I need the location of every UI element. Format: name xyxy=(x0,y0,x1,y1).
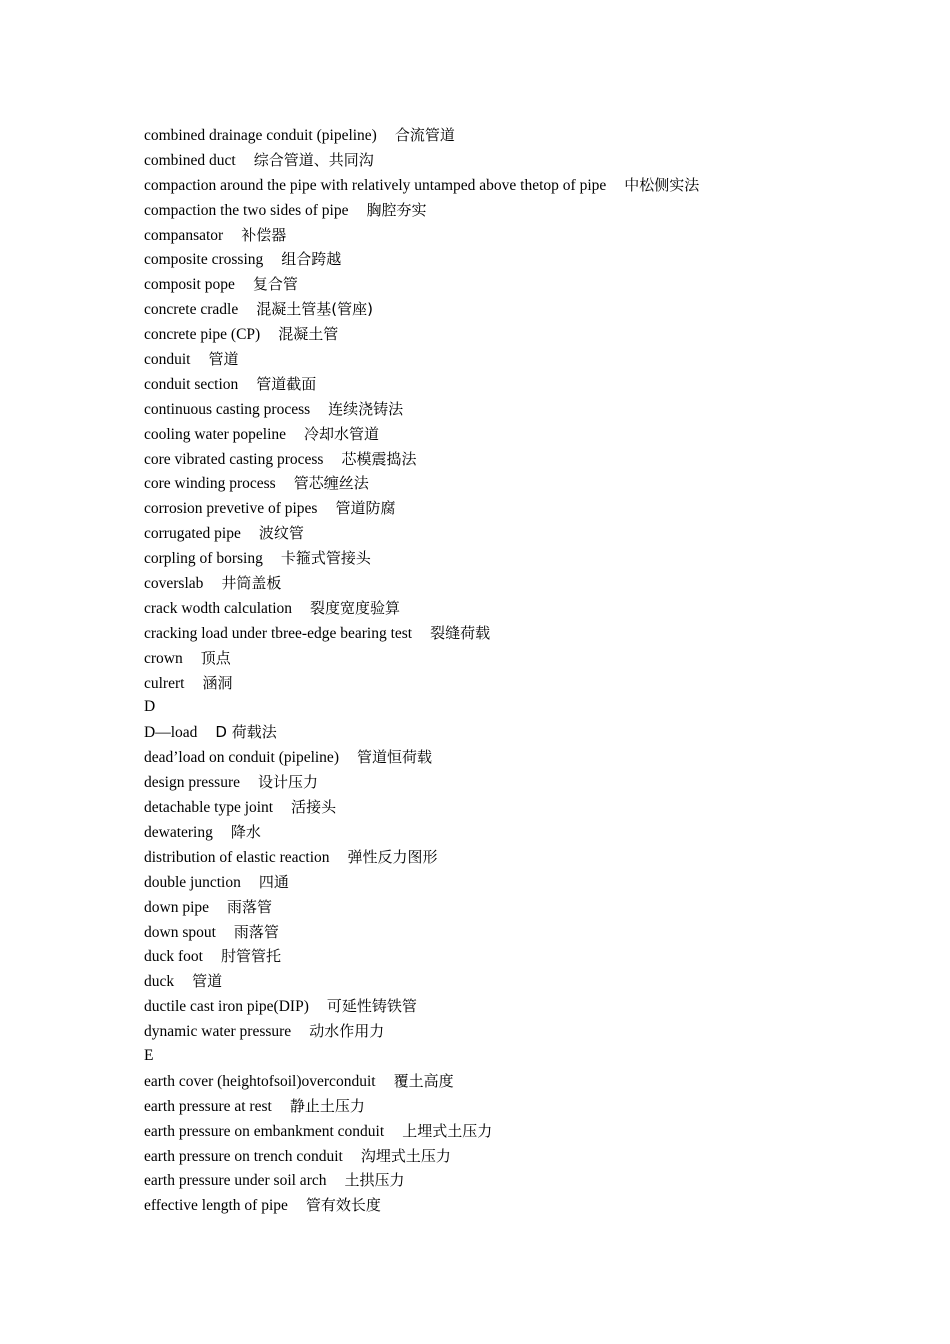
english-term: duck xyxy=(144,973,175,991)
chinese-translation: 混凝土管 xyxy=(278,325,339,344)
english-term: concrete pipe (CP) xyxy=(144,326,261,344)
chinese-translation: 上埋式土压力 xyxy=(402,1121,493,1140)
chinese-translation: 胸腔夯实 xyxy=(366,200,427,219)
glossary-entry xyxy=(144,1193,904,1218)
english-term: core vibrated casting process xyxy=(144,450,324,468)
glossary-entry xyxy=(144,1094,904,1119)
glossary-entry xyxy=(144,770,904,795)
chinese-translation: 动水作用力 xyxy=(309,1022,385,1041)
english-term: double junction xyxy=(144,873,241,891)
english-term: down pipe xyxy=(144,898,210,916)
english-term: cracking load under tbree-edge bearing test xyxy=(144,624,413,642)
chinese-translation: 补偿器 xyxy=(241,225,287,244)
english-term: coverslab xyxy=(144,575,204,593)
chinese-translation: 波纹管 xyxy=(258,524,304,543)
english-term: earth pressure under soil arch xyxy=(144,1172,327,1190)
chinese-translation: 降水 xyxy=(230,822,261,841)
glossary-entry xyxy=(144,870,904,895)
glossary-entry xyxy=(144,1019,904,1044)
chinese-translation: 管芯缠丝法 xyxy=(293,474,369,493)
chinese-translation: 静止土压力 xyxy=(289,1096,365,1115)
chinese-translation: 卡箍式管接头 xyxy=(280,549,371,568)
glossary-entry xyxy=(144,247,904,272)
glossary-entry xyxy=(144,745,904,770)
glossary-entry xyxy=(144,223,904,248)
english-term: ductile cast iron pipe(DIP) xyxy=(144,998,309,1016)
english-term: design pressure xyxy=(144,774,240,792)
glossary-entry xyxy=(144,347,904,372)
english-term: crown xyxy=(144,649,183,667)
chinese-translation: 裂度宽度验算 xyxy=(310,598,401,617)
glossary-entry xyxy=(144,1119,904,1144)
chinese-translation: 四通 xyxy=(258,872,289,891)
glossary-entry xyxy=(144,272,904,297)
chinese-translation: 管道截面 xyxy=(256,374,317,393)
glossary-entry xyxy=(144,994,904,1019)
chinese-translation: 井筒盖板 xyxy=(221,574,282,593)
chinese-translation: 土拱压力 xyxy=(344,1171,405,1190)
chinese-translation: 中松侧实法 xyxy=(624,175,700,194)
english-term: compansator xyxy=(144,226,224,244)
glossary-entry xyxy=(144,571,904,596)
english-term: combined duct xyxy=(144,151,236,169)
glossary-entry xyxy=(144,198,904,223)
english-term: detachable type joint xyxy=(144,799,274,817)
english-term: cooling water popeline xyxy=(144,425,287,443)
chinese-translation: 冷却水管道 xyxy=(304,424,380,443)
glossary-entry xyxy=(144,845,904,870)
english-term: composit pope xyxy=(144,276,235,294)
glossary-entry xyxy=(144,546,904,571)
chinese-translation: 弹性反力图形 xyxy=(347,847,438,866)
english-term: concrete cradle xyxy=(144,301,239,319)
english-term: earth pressure on trench conduit xyxy=(144,1147,343,1165)
glossary-entry xyxy=(144,471,904,496)
glossary-entry xyxy=(144,671,904,696)
chinese-translation: 芯模震捣法 xyxy=(341,449,417,468)
chinese-translation: 雨落管 xyxy=(233,922,279,941)
chinese-translation: 沟埋式土压力 xyxy=(360,1146,451,1165)
chinese-translation: 管道 xyxy=(208,350,239,369)
chinese-translation: 肘管管托 xyxy=(220,947,281,966)
english-term: D—load xyxy=(144,724,198,742)
chinese-translation: D 荷载法 xyxy=(215,723,277,742)
chinese-translation: 合流管道 xyxy=(394,126,455,144)
english-term: compaction around the pipe with relatively untamped above thetop of pipe xyxy=(144,176,607,194)
glossary-entry xyxy=(144,148,904,173)
glossary-entry xyxy=(144,297,904,322)
english-term: dead’load on conduit (pipeline) xyxy=(144,749,339,767)
section-letter-heading: D xyxy=(144,698,156,716)
chinese-translation: 可延性铸铁管 xyxy=(326,997,417,1016)
glossary-entry xyxy=(144,322,904,347)
glossary-entry xyxy=(144,123,904,148)
glossary-entry xyxy=(144,795,904,820)
english-term: combined drainage conduit (pipeline) xyxy=(144,127,377,144)
glossary-entry xyxy=(144,944,904,969)
english-term: conduit section xyxy=(144,375,239,393)
english-term: dynamic water pressure xyxy=(144,1023,292,1041)
english-term: earth cover (heightofsoil)overconduit xyxy=(144,1072,376,1090)
glossary-entry xyxy=(144,1144,904,1169)
glossary-entry xyxy=(144,969,904,994)
chinese-translation: 顶点 xyxy=(200,648,231,667)
glossary-list xyxy=(144,123,904,1218)
glossary-entry xyxy=(144,621,904,646)
chinese-translation: 设计压力 xyxy=(258,773,319,792)
glossary-entry xyxy=(144,1168,904,1193)
glossary-entry xyxy=(144,920,904,945)
english-term: duck foot xyxy=(144,948,203,966)
english-term: compaction the two sides of pipe xyxy=(144,201,349,219)
english-term: earth pressure on embankment conduit xyxy=(144,1122,385,1140)
english-term: conduit xyxy=(144,351,191,369)
chinese-translation: 管道防腐 xyxy=(335,499,396,518)
glossary-entry xyxy=(144,596,904,621)
english-term: distribution of elastic reaction xyxy=(144,848,330,866)
english-term: corrugated pipe xyxy=(144,525,241,543)
english-term: down spout xyxy=(144,923,216,941)
chinese-translation: 复合管 xyxy=(252,275,298,294)
chinese-translation: 综合管道、共同沟 xyxy=(253,150,374,169)
glossary-entry xyxy=(144,1069,904,1094)
chinese-translation: 裂缝荷载 xyxy=(430,623,491,642)
english-term: earth pressure at rest xyxy=(144,1097,272,1115)
glossary-entry xyxy=(144,720,904,745)
english-term: effective length of pipe xyxy=(144,1197,288,1215)
english-term: continuous casting process xyxy=(144,400,311,418)
chinese-translation: 雨落管 xyxy=(227,897,273,916)
chinese-translation: 活接头 xyxy=(291,798,337,817)
glossary-entry xyxy=(144,521,904,546)
english-term: corrosion prevetive of pipes xyxy=(144,500,318,518)
chinese-translation: 管道 xyxy=(192,972,223,991)
glossary-entry xyxy=(144,447,904,472)
glossary-entry xyxy=(144,646,904,671)
chinese-translation: 覆土高度 xyxy=(393,1071,454,1090)
glossary-entry xyxy=(144,397,904,422)
section-letter-heading: E xyxy=(144,1046,154,1064)
english-term: dewatering xyxy=(144,823,213,841)
chinese-translation: 组合跨越 xyxy=(281,250,342,269)
english-term: composite crossing xyxy=(144,251,264,269)
english-term: culrert xyxy=(144,674,185,692)
chinese-translation: 涵洞 xyxy=(202,673,233,692)
chinese-translation: 混凝土管基(管座) xyxy=(256,300,373,319)
glossary-entry xyxy=(144,820,904,845)
english-term: crack wodth calculation xyxy=(144,599,293,617)
glossary-entry xyxy=(144,372,904,397)
english-term: corpling of borsing xyxy=(144,550,263,568)
chinese-translation: 管有效长度 xyxy=(305,1196,381,1215)
glossary-entry xyxy=(144,496,904,521)
glossary-entry xyxy=(144,422,904,447)
glossary-entry xyxy=(144,895,904,920)
chinese-translation: 连续浇铸法 xyxy=(328,399,404,418)
chinese-translation: 管道恒荷载 xyxy=(356,748,432,767)
glossary-entry xyxy=(144,173,904,198)
english-term: core winding process xyxy=(144,475,276,493)
